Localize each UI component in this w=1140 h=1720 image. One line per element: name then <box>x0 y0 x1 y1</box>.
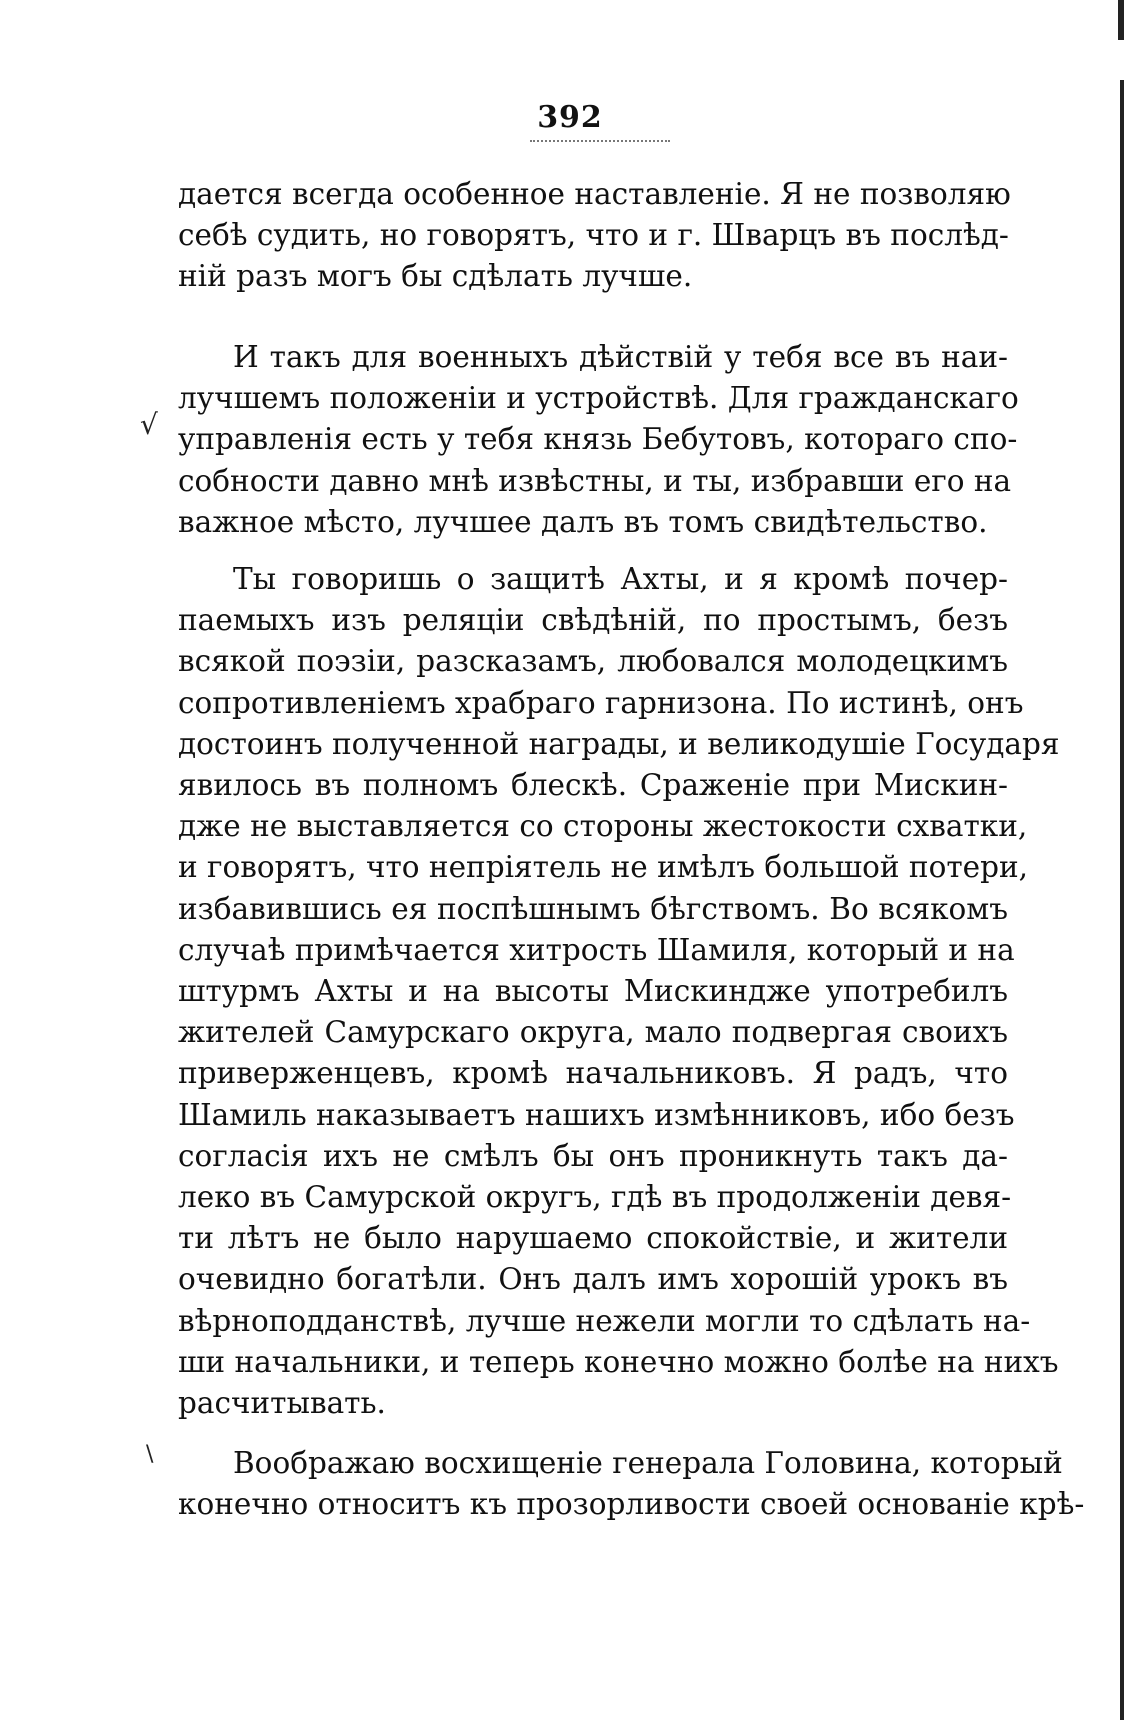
text-line: дается всегда особенное наставленіе. Я не позволяю <box>178 177 1011 211</box>
text-line: сопротивленіемъ храбраго гарнизона. По истинѣ, онъ <box>178 685 1024 720</box>
margin-check-mark: √ <box>140 408 158 441</box>
text-line: леко въ Самурской округъ, гдѣ въ продолженіи девя- <box>178 1180 1012 1215</box>
text-line: дже не выставляется со стороны жестокости схватки, <box>178 809 1028 844</box>
text-line: важное мѣсто, лучшее далъ въ томъ свидѣтельство. <box>178 504 988 539</box>
paragraph-4 <box>178 1443 1085 1525</box>
page-number: 392 <box>537 100 603 135</box>
paragraph-1 <box>178 174 1011 298</box>
text-line: всякой поэзіи, разсказамъ, любовался молодецкимъ <box>178 644 1008 679</box>
text-line: конечно относитъ къ прозорливости своей основаніе крѣ- <box>178 1487 1085 1522</box>
page-number-underline <box>530 140 670 142</box>
text-line: И такъ для военныхъ дѣйствій у тебя все въ наи- <box>233 340 1008 374</box>
text-line: избавившись ея поспѣшнымъ бѣгствомъ. Во всякомъ <box>178 891 1008 926</box>
text-line: явилось въ полномъ блескѣ. Сраженіе при Мискин- <box>178 768 1008 803</box>
text-line: приверженцевъ, кромѣ начальниковъ. Я радъ, что <box>178 1056 1008 1091</box>
text-line: расчитывать. <box>178 1386 386 1421</box>
text-line: Шамиль наказываетъ нашихъ измѣнниковъ, ибо безъ <box>178 1097 1015 1132</box>
text-line: достоинъ полученной награды, и великодушіе Государя <box>178 726 1060 761</box>
text-line: очевидно богатѣли. Онъ далъ имъ хорошій урокъ въ <box>178 1262 1008 1297</box>
page-edge-line <box>1120 80 1124 1720</box>
page-edge-top <box>1118 0 1124 40</box>
text-line: себѣ судить, но говорятъ, что и г. Шварцъ въ послѣд- <box>178 218 1009 253</box>
text-line: лучшемъ положеніи и устройствѣ. Для гражданскаго <box>178 381 1019 416</box>
text-line: вѣрноподданствѣ, лучше нежели могли то сдѣлать на- <box>178 1303 1031 1338</box>
margin-tick-mark: \ <box>146 1442 154 1467</box>
text-line: паемыхъ изъ реляціи свѣдѣній, по простымъ, безъ <box>178 603 1008 638</box>
text-line: согласія ихъ не смѣлъ бы онъ проникнуть такъ да- <box>178 1138 1008 1173</box>
paragraph-2 <box>178 337 1019 543</box>
text-line: ти лѣтъ не было нарушаемо спокойствіе, и жители <box>178 1221 1008 1256</box>
text-line: жителей Самурскаго округа, мало подвергая своихъ <box>178 1015 1008 1050</box>
paragraph-3 <box>178 559 1060 1424</box>
text-line: штурмъ Ахты и на высоты Мискиндже употребилъ <box>178 974 1008 1009</box>
text-line: Ты говоришь о защитѣ Ахты, и я кромѣ почер- <box>233 562 1008 596</box>
text-line: ній разъ могъ бы сдѣлать лучше. <box>178 259 693 294</box>
text-line: ши начальники, и теперь конечно можно болѣе на нихъ <box>178 1344 1059 1379</box>
text-line: случаѣ примѣчается хитрость Шамиля, который и на <box>178 932 1015 967</box>
text-line: Воображаю восхищеніе генерала Головина, который <box>233 1446 1063 1480</box>
text-line: управленія есть у тебя князь Бебутовъ, котораго спо- <box>178 422 1018 457</box>
text-line: и говорятъ, что непріятель не имѣлъ большой потери, <box>178 850 1029 885</box>
text-line: собности давно мнѣ извѣстны, и ты, избравши его на <box>178 463 1012 498</box>
